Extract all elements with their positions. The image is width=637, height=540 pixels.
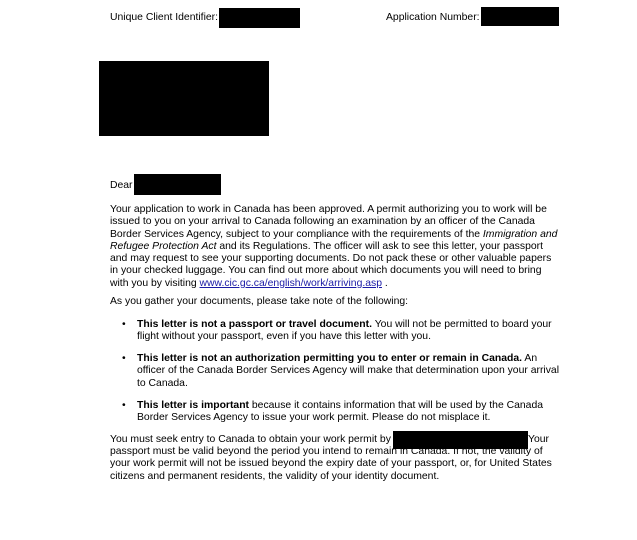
recipient-name-redaction	[134, 174, 221, 195]
bullet-text	[137, 400, 562, 425]
final-text-b: Your	[528, 434, 549, 445]
approval-text-a: Your application to work in Canada has been approved. A permit authorizing you to work will be issued to you on your arrival to Canada following an examination by an officer of the Canada Border Services Agency, subject to your compliance with the requirements of the	[110, 204, 547, 240]
uci-redaction	[219, 8, 300, 28]
application-number-redaction	[481, 7, 559, 26]
act-name: Immigration and Refugee Protection Act	[110, 228, 558, 252]
bullet-rest: because it contains information that will be used by the Canada Border Services Agency to issue your work permit. Please do not misplace it.	[137, 400, 544, 424]
final-paragraph: passport must be valid beyond the period you intend to remain in Canada. If not, the validity of your work permit will not be issued beyond the expiry date of your passport, or, for United States citizens and permanent residents, the validity of your identity document.	[110, 446, 552, 482]
final-text-a: You must seek entry to Canada to obtain your work permit by	[110, 434, 391, 445]
bullet-text	[137, 319, 562, 344]
bullet-bold: This letter is not an authorization permitting you to enter or remain in Canada.	[137, 353, 523, 364]
bullet-rest: You will not be permitted to board your flight without your passport, even if you have this letter with you.	[137, 319, 552, 343]
application-number-label: Application Number:	[386, 12, 480, 23]
uci-label: Unique Client Identifier:	[110, 12, 219, 23]
bullet-bold: This letter is important	[137, 400, 250, 411]
bullet-icon: •	[122, 400, 126, 411]
greeting: Dear	[110, 180, 133, 191]
bullet-icon: •	[122, 353, 126, 364]
documents-intro: As you gather your documents, please take note of the following:	[110, 296, 409, 307]
approval-text-b: and its Regulations. The officer will ask to see this letter, your passport and may request to see your supporting documents. Do not pack these or other valuable papers in your checked luggage. You can find out more about which documents you will need to bring with you by visiting	[110, 240, 552, 289]
bullet-bold: This letter is not a passport or travel document.	[137, 319, 372, 330]
address-block-redaction	[99, 61, 269, 136]
bullet-rest: An officer of the Canada Border Services Agency will make that determination upon your arrival to Canada.	[137, 353, 560, 389]
approval-text-c: .	[382, 277, 388, 289]
approval-paragraph	[110, 204, 560, 290]
bullet-text	[137, 353, 562, 390]
bullet-icon: •	[122, 319, 126, 330]
arriving-link[interactable]: www.cic.gc.ca/english/work/arriving.asp	[199, 277, 382, 289]
